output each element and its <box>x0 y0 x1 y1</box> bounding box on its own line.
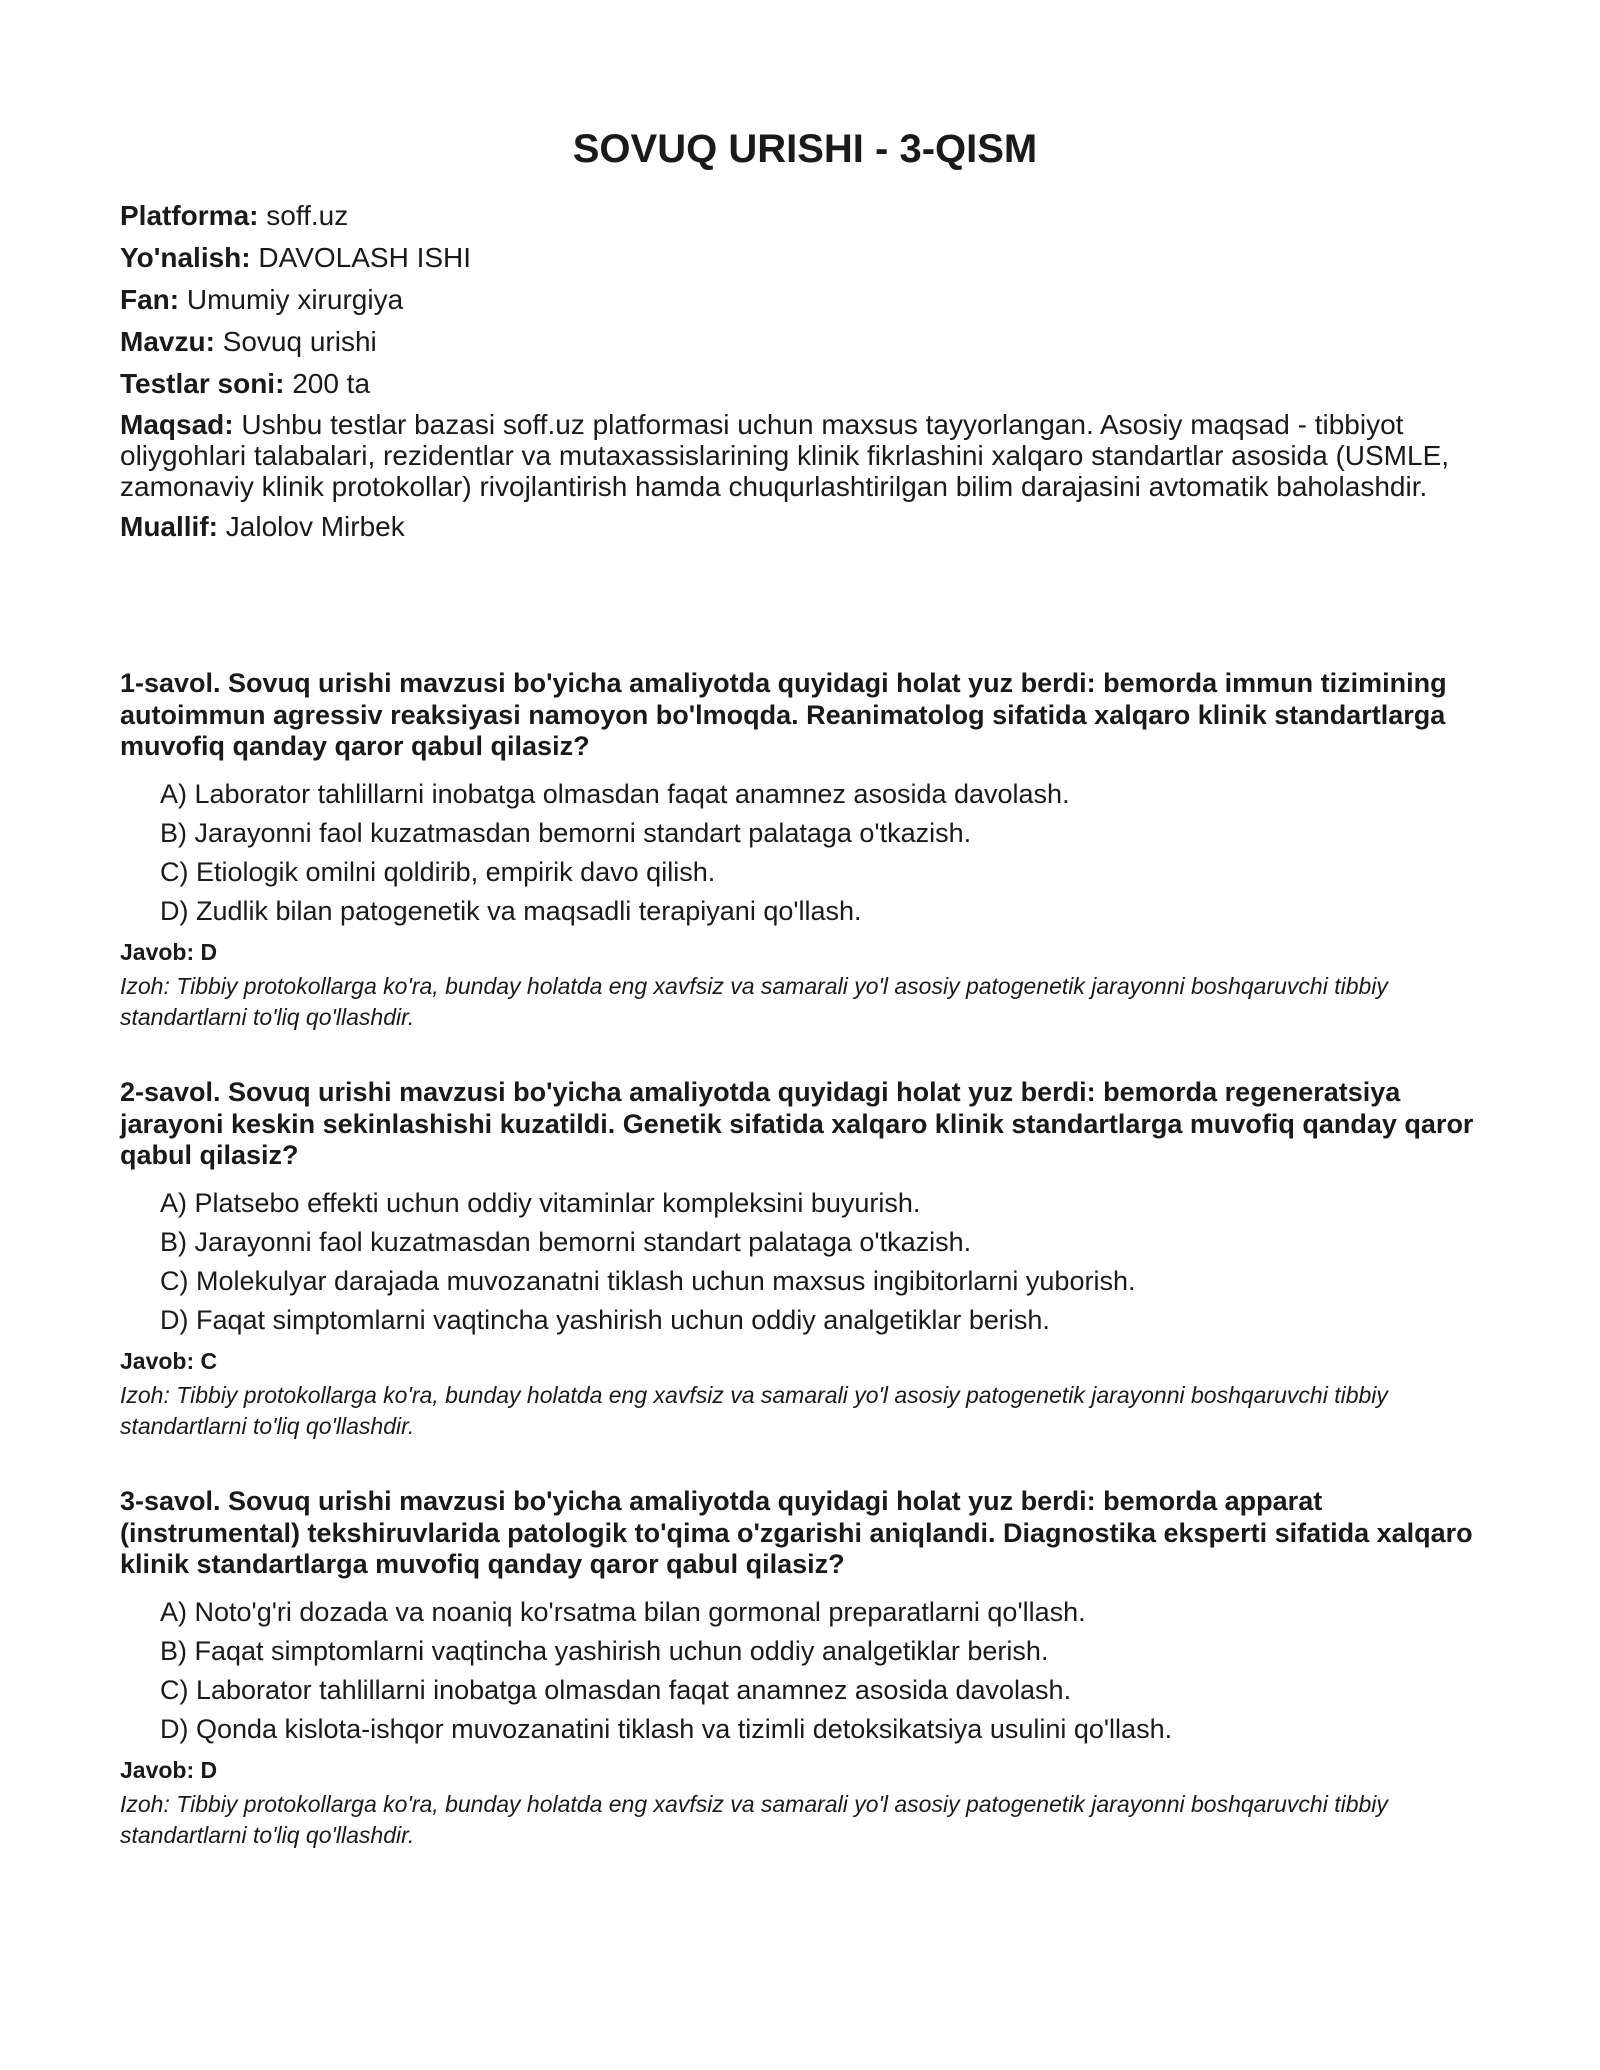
explanation-text: Izoh: Tibbiy protokollarga ko'ra, bunday holatda eng xavfsiz va samarali yo'l asosiy patogenetik jarayonni boshqaruvchi tibbiy standartlarni to'liq qo'llashdir. <box>120 1790 1388 1848</box>
meta-value: 200 ta <box>292 368 371 399</box>
option-d: D) Zudlik bilan patogenetik va maqsadli terapiyani qo'llash. <box>160 895 862 926</box>
answer-label: Javob: D <box>120 1756 218 1783</box>
question-text: 2-savol. Sovuq urishi mavzusi bo'yicha amaliyotda quyidagi holat yuz berdi: bemorda regeneratsiya jarayoni keskin sekinlashishi kuzatildi. Genetik sifatida xalqaro klinik standartlarga muvofiq qanday qaror qabul qilasiz? <box>120 1077 1474 1170</box>
meta-mavzu <box>120 325 1490 359</box>
meta-value: soff.uz <box>266 200 349 231</box>
meta-label: Mavzu: <box>120 326 215 357</box>
meta-label: Muallif: <box>120 511 218 542</box>
option-d: D) Qonda kislota-ishqor muvozanatini tiklash va tizimli detoksikatsiya usulini qo'llash. <box>160 1713 1173 1744</box>
meta-label: Platforma: <box>120 200 259 231</box>
meta-fan <box>120 283 1490 317</box>
explanation-text: Izoh: Tibbiy protokollarga ko'ra, bunday holatda eng xavfsiz va samarali yo'l asosiy patogenetik jarayonni boshqaruvchi tibbiy standartlarni to'liq qo'llashdir. <box>120 1381 1388 1439</box>
meta-platforma <box>120 199 1490 233</box>
meta-label: Testlar soni: <box>120 368 285 399</box>
option-a: A) Noto'g'ri dozada va noaniq ko'rsatma bilan gormonal preparatlarni qo'llash. <box>160 1596 1086 1627</box>
option-b: B) Faqat simptomlarni vaqtincha yashirish uchun oddiy analgetiklar berish. <box>160 1635 1049 1666</box>
explanation-text: Izoh: Tibbiy protokollarga ko'ra, bunday holatda eng xavfsiz va samarali yo'l asosiy patogenetik jarayonni boshqaruvchi tibbiy standartlarni to'liq qo'llashdir. <box>120 972 1388 1030</box>
options-list <box>160 775 1490 931</box>
meta-maqsad <box>120 409 1490 502</box>
answer-label: Javob: D <box>120 938 218 965</box>
option-c: C) Laborator tahlillarni inobatga olmasdan faqat anamnez asosida davolash. <box>160 1674 1072 1705</box>
page-title: SOVUQ URISHI - 3-QISM <box>572 127 1038 171</box>
option-b: B) Jarayonni faol kuzatmasdan bemorni standart palataga o'tkazish. <box>160 1226 972 1257</box>
meta-label: Yo'nalish: <box>120 242 251 273</box>
options-list <box>160 1184 1490 1340</box>
meta-value: Jalolov Mirbek <box>225 511 405 542</box>
meta-yonalish <box>120 241 1490 275</box>
meta-label: Maqsad: <box>120 409 234 440</box>
meta-testlar-soni <box>120 367 1490 401</box>
meta-label: Fan: <box>120 284 180 315</box>
meta-value: DAVOLASH ISHI <box>258 242 472 273</box>
option-c: C) Molekulyar darajada muvozanatni tiklash uchun maxsus ingibitorlarni yuborish. <box>160 1265 1136 1296</box>
question-2 <box>120 1077 1490 1442</box>
meta-value: Umumiy xirurgiya <box>186 284 404 315</box>
metadata-block <box>120 199 1490 544</box>
question-text: 1-savol. Sovuq urishi mavzusi bo'yicha amaliyotda quyidagi holat yuz berdi: bemorda immun tizimining autoimmun agressiv reaksiyasi namoyon bo'lmoqda. Reanimatolog sifatida xalqaro klinik standartlarga muvofiq qanday qaror qabul qilasiz? <box>120 668 1447 761</box>
meta-value: Sovuq urishi <box>222 326 377 357</box>
question-text: 3-savol. Sovuq urishi mavzusi bo'yicha amaliyotda quyidagi holat yuz berdi: bemorda apparat (instrumental) tekshiruvlarida patologik to'qima o'zgarishi aniqlandi. Diagnostika eksperti sifatida xalqaro klinik standartlarga muvofiq qanday qaror qabul qilasiz? <box>120 1486 1473 1579</box>
option-d: D) Faqat simptomlarni vaqtincha yashirish uchun oddiy analgetiklar berish. <box>160 1304 1050 1335</box>
meta-muallif <box>120 510 1490 544</box>
answer-label: Javob: C <box>120 1347 218 1374</box>
question-1 <box>120 668 1490 1033</box>
option-a: A) Laborator tahlillarni inobatga olmasdan faqat anamnez asosida davolash. <box>160 778 1070 809</box>
option-b: B) Jarayonni faol kuzatmasdan bemorni standart palataga o'tkazish. <box>160 817 972 848</box>
meta-value: Ushbu testlar bazasi soff.uz platformasi uchun maxsus tayyorlangan. Asosiy maqsad - tibbiyot oliygohlari talabalari, rezidentlar va mutaxassislarining klinik fikrlashini xalqaro standartlar asosida (USMLE, zamonaviy klinik protokollar) rivojlantirish hamda chuqurlashtirilgan bilim darajasini avtomatik baholashdir. <box>120 409 1450 502</box>
option-c: C) Etiologik omilni qoldirib, empirik davo qilish. <box>160 856 716 887</box>
question-3 <box>120 1486 1490 1851</box>
options-list <box>160 1593 1490 1749</box>
option-a: A) Platsebo effekti uchun oddiy vitaminlar kompleksini buyurish. <box>160 1187 921 1218</box>
document-page <box>120 0 1490 1848</box>
